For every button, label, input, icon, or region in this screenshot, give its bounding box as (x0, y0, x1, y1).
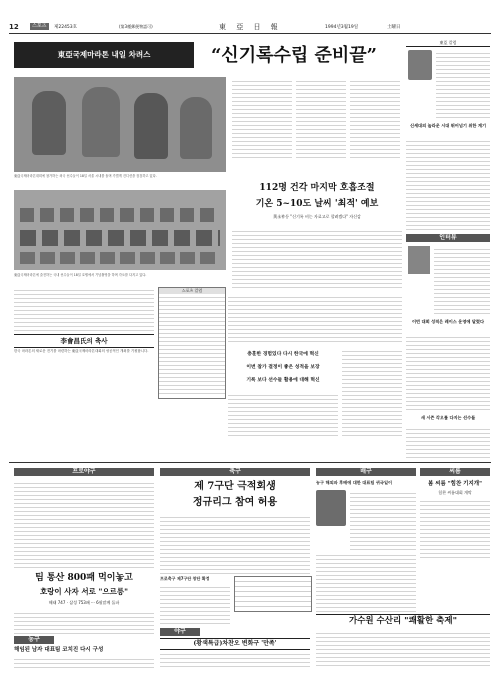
right-sidebar-head: 東亞 칼럼 (406, 40, 490, 47)
right-sidebar-lines-3 (434, 246, 490, 316)
right-sidebar-item-2: 이번 대회 성적은 레이스 운영에 달렸다 (411, 319, 484, 324)
center-sidebar-box (158, 287, 226, 399)
lower-mid-small-head: 프로축구 제7구단 창단 확정 (160, 576, 210, 581)
main-subhead-2: 기온 5~10도 날씨 '최적' 예보 (255, 199, 379, 209)
lower-right-photo (316, 490, 346, 526)
lower-right-band: 배구 (316, 468, 416, 476)
lower-right-body-1 (350, 490, 416, 550)
center-sidebar-title: 스포츠 칼럼 (159, 288, 225, 294)
issue-number: 제22453호 (54, 25, 78, 30)
lower-left-headline-1b: 먹이놓고 (98, 573, 133, 583)
center-lead-1: 충훈한 경험있다 다시 한국에 혁신 (247, 351, 319, 357)
lower-left-headline-2: 호랑이 사자 서로 "으르릉" (39, 587, 129, 596)
photo-row (20, 230, 220, 246)
lower-mid-body-1 (160, 514, 310, 574)
lower-left-headline-3a: 해임된 남자 대표팀 (14, 647, 61, 653)
lower-mid-box-head: (황색특급)차찬오 변화구 '만족' (160, 638, 310, 650)
right-sidebar-item-1: 신세대의 놀라운 시대 뛰어넘기 위한 계기 (409, 123, 487, 128)
right-sidebar-lines-2 (406, 138, 490, 230)
lower-left-headline-3 (14, 646, 154, 654)
issue-date: 1994년3월19일 (325, 25, 359, 30)
lower-right-body-4 (316, 630, 490, 668)
right-sidebar (406, 40, 490, 460)
left-body (14, 287, 154, 332)
photo-row (20, 252, 220, 264)
section-divider (9, 462, 491, 463)
section-label: 스포츠 (32, 23, 47, 29)
photo-domestic-runners (14, 190, 226, 270)
center-sidebar-lines (159, 294, 225, 394)
photo-figure (180, 97, 212, 159)
lower-right-lead: 농구 해외파 후배에 대한 대표팀 귀국일이 (316, 480, 393, 485)
lower-left-headline-3b: 코치진 다시 구성 (62, 647, 104, 653)
lower-mid-table (234, 576, 312, 612)
right-sidebar-item-3: 새 시즌 각오를 다지는 선수들 (420, 415, 476, 420)
lower-right-headline-big: 가수원 수산리 "쾌활한 축제" (316, 614, 490, 627)
lower-right-title-sub: 힘찬 씨름대회 개막 (438, 490, 472, 495)
column-body: 한국 마라톤의 새로운 전기를 마련하는 東亞국제마라톤대회의 성공적인 개최를 기원합니다. (14, 349, 149, 353)
lower-right-body-3 (420, 498, 490, 558)
main-body-1 (232, 78, 292, 158)
photo-caption-2: 東亞국제마라톤에 출전하는 국내 선수들이 18일 호텔에서 기념촬영을 하며 각오를 다지고 있다. (14, 273, 147, 277)
photo-figure (32, 91, 66, 155)
lower-mid-body-2 (160, 584, 230, 624)
center-lead-2: 이번 참가 결정이 좋은 성적을 보장 (246, 364, 320, 370)
lower-right-body-2 (316, 552, 416, 612)
photo-row (20, 208, 220, 222)
lower-left-sub: 해태 747 · 삼성 753패 ··· 6월말께 돌파 (48, 600, 120, 605)
column-title: 李會昌氏의 축사 (60, 337, 108, 345)
lower-mid-headline-1: 제 7구단 극적회생 (194, 481, 276, 492)
main-body-3 (350, 78, 400, 158)
center-body-bottom (228, 392, 338, 436)
photo-figure (82, 87, 120, 157)
main-body-2 (296, 78, 346, 158)
masthead (9, 22, 491, 32)
postal-registration: (第3種郵便物認可) (119, 24, 153, 29)
lower-mid-band: 축구 (160, 468, 310, 476)
main-subhead-3: 黃永祚등 "신기록 비는 자료고로 할려겠다" 자신감 (273, 214, 361, 219)
lower-mid-band-2: 야구 (160, 628, 200, 636)
lower-mid-body-3 (160, 651, 310, 668)
right-sidebar-lines-4 (406, 334, 490, 412)
photo-foreign-runners (14, 77, 226, 172)
center-leads (228, 348, 338, 388)
photo-caption-1: 東亞국제마라톤대회에 참가하는 외국 선수들이 18일 서울 시내를 돌며 가볍게 컨디션을 점검하고 있다. (14, 174, 157, 178)
lower-right-band-2: 씨름 (420, 468, 490, 476)
lower-left-band-2: 농구 (14, 636, 54, 644)
lower-right-title: 봄 씨름 "힘찬 기지개" (428, 481, 482, 487)
lower-left-headline-1 (14, 572, 154, 584)
main-subhead-1: 112명 건각 마지막 호흡조절 (259, 183, 375, 193)
lower-left-body-2 (14, 610, 154, 634)
interview-band: 인터뷰 (406, 234, 490, 242)
lower-mid-headline-2: 정규리그 참여 허용 (192, 497, 278, 508)
newspaper-name: 東 亞 日 報 (219, 23, 282, 31)
columnist-photo (408, 50, 432, 80)
main-kicker: 東亞국제마라톤 내일 차려스 (57, 50, 151, 59)
lower-left-body-3 (14, 656, 154, 668)
main-kicker-box (14, 42, 194, 68)
main-body-cols (232, 228, 402, 288)
center-lead-3: 기록 보다 선수들 활용에 대해 혁신 (246, 377, 320, 383)
interviewee-photo (408, 246, 430, 274)
right-sidebar-lines-1 (436, 50, 490, 120)
lower-left-headline-1a: 팀 통산 800패 (35, 573, 95, 583)
weekday: 土曜日 (387, 25, 401, 30)
lower-left-band: 프로야구 (14, 468, 154, 476)
center-body-right (342, 348, 402, 436)
masthead-rule (9, 33, 491, 34)
photo-figure (134, 93, 168, 159)
main-headline: “신기록수립 준비끝” (210, 45, 378, 66)
lower-left-body-1 (14, 480, 154, 570)
right-sidebar-lines-5 (406, 426, 490, 460)
column-title-box (14, 334, 154, 348)
center-body-top (228, 294, 402, 344)
page-number: 12 (9, 23, 19, 31)
